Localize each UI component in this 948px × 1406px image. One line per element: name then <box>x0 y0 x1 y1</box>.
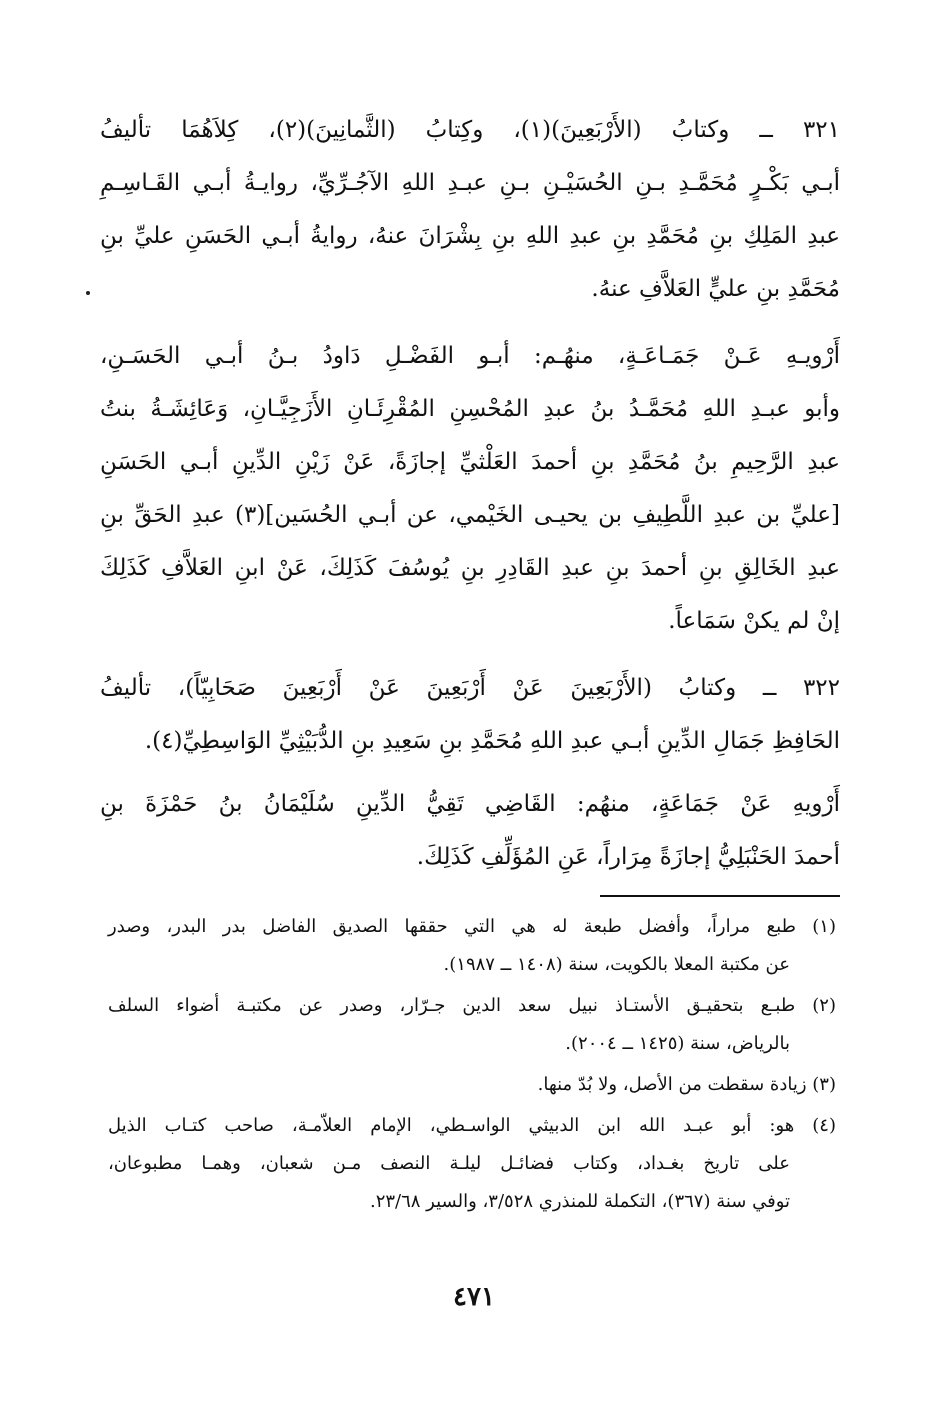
text-line: أَرْويهِ عَنْ جَمَاعَةٍ، منهُم: القَاضِي تَقِيُّ الدِّينِ سُلَيْمَانُ بنُ حَمْزَةَ بنِ <box>100 791 840 817</box>
text-line: مُحَمَّدِ بنِ عليٍّ العَلاَّفِ عنهُ. <box>591 276 840 302</box>
footnote-line: توفي سنة (٣٦٧)، التكملة للمنذري ٣/٥٢٨، والسير ٢٣/٦٨. <box>369 1191 790 1212</box>
footnote-line: عن مكتبة المعلا بالكويت، سنة (١٤٠٨ ــ ١٩٨٧). <box>443 954 790 975</box>
footnotes <box>108 908 836 1221</box>
text-line: عبدِ المَلِكِ بنِ مُحَمَّدِ بنِ عبدِ اللهِ بنِ بِشْرَانَ عنهُ، روايةُ أبـي الحَسَنِ عليِّ بنِ <box>100 223 840 249</box>
footnote-line: على تاريخ بغـداد، وكتاب فضائـل ليلـة النصف مـن شعبان، وهمـا مطبوعان، <box>108 1153 790 1174</box>
footnote-line: (٤) هو: أبو عبـد الله ابن الدبيثي الواسـطي، الإمام العلاّمـة، صاحب كتـاب الذيل <box>108 1115 836 1136</box>
text-line: أبـي بَكْـرٍ مُحَمَّـدِ بـنِ الحُسَيْـنِ بـنِ عبـدِ اللهِ الآجُـرِّيِّ، روايـةُ أبـي القَـاسِـمِ <box>100 170 840 196</box>
stray-mark <box>86 291 90 295</box>
text-line: وأبو عبـدِ اللهِ مُحَمَّـدُ بنُ عبدِ المُحْسِنِ المُقْرِئَـانِ الأَزَجِيَّـانِ، وَعَائِشَـةُ بنتُ <box>100 396 840 422</box>
footnote-line: (٣) زيادة سقطت من الأصل، ولا بُدّ منها. <box>537 1074 836 1095</box>
footnote-line: بالرياض، سنة (١٤٢٥ ــ ٢٠٠٤). <box>565 1033 790 1054</box>
text-line: [عليِّ بن عبدِ اللَّطِيفِ بن يحيـى الخَيْمي، عن أبـي الحُسَين](٣) عبدِ الحَقِّ بنِ <box>100 502 840 528</box>
page-number: ٤٧١ <box>453 1282 495 1312</box>
footnote-line: (١) طبع مراراً، وأفضل طبعة له هي التي حققها الصديق الفاضل بدر البدر، وصدر <box>108 916 836 937</box>
text-line: الحَافِظِ جَمَالِ الدِّينِ أبـي عبدِ اللهِ مُحَمَّدِ بنِ سَعِيدِ بنِ الدُّبَيْثِيِّ الوَاسِطِيِّ(٤). <box>144 728 840 754</box>
footnote-4 <box>108 1107 836 1221</box>
entry-322 <box>100 662 840 768</box>
narration-322 <box>100 778 840 884</box>
text-line: ٣٢١ ــ وكتابُ (الأَرْبَعِينَ)(١)، وكِتابُ (الثَّمانِينَ)(٢)، كِلاَهُمَا تأليفُ <box>100 117 841 143</box>
narration-321 <box>100 330 840 648</box>
text-line: أَرْويـهِ عَـنْ جَمَـاعَـةٍ، منهُـم: أبـو الفَضْـلِ دَاودُ بـنُ أبـي الحَسَـنِ، <box>100 343 840 369</box>
text-line: أحمدَ الحَنْبَلِيُّ إجازَةً مِرَاراً، عَنِ المُؤَلِّفِ كَذَلِكَ. <box>416 844 840 870</box>
footnote-1 <box>108 908 836 984</box>
footnote-separator <box>600 895 840 897</box>
text-line: عبدِ الرَّحِيمِ بنُ مُحَمَّدِ بنِ أحمدَ العَلْثيِّ إجازَةً، عَنْ زَيْنِ الدِّينِ أبـي الحَسَنِ <box>100 449 840 475</box>
entry-321 <box>100 104 840 316</box>
footnote-2 <box>108 987 836 1063</box>
text-line: عبدِ الخَالِقِ بنِ أحمدَ بنِ عبدِ القَادِرِ بنِ يُوسُفَ كَذَلِكَ، عَنْ ابنِ العَلاَّفِ كَذَلِكَ <box>100 555 840 581</box>
footnote-line: (٢) طبـع بتحقيـق الأستـاذ نبيل سعد الدين جـرّار، وصدر عن مكتبـة أضواء السلف <box>108 995 836 1016</box>
text-line: إنْ لم يكنْ سَمَاعاً. <box>668 608 840 634</box>
footnote-3 <box>108 1066 836 1104</box>
main-text <box>100 104 840 884</box>
text-line: ٣٢٢ ــ وكتابُ (الأَرْبَعِينَ عَنْ أَرْبَعِينَ عَنْ أَرْبَعِينَ صَحَابِيّاً)، تأليفُ <box>100 675 840 701</box>
